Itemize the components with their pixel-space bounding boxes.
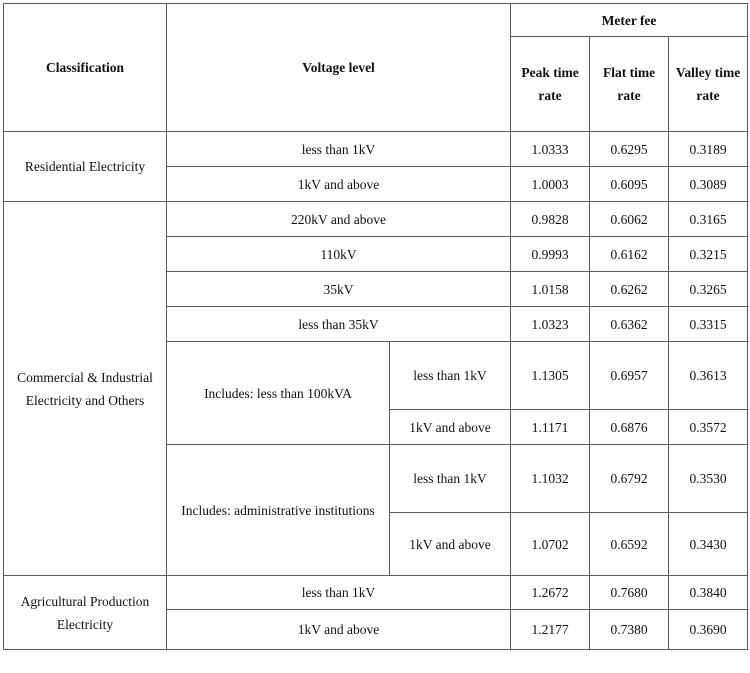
peak-rate-cell: 1.0702 <box>511 513 590 576</box>
flat-rate-cell: 0.6792 <box>590 445 669 513</box>
table-row <box>4 576 748 610</box>
valley-rate-cell: 0.3189 <box>669 132 748 167</box>
peak-rate-cell: 1.0333 <box>511 132 590 167</box>
voltage-cell: less than 35kV <box>167 307 511 342</box>
valley-rate-cell: 0.3690 <box>669 610 748 650</box>
flat-rate-cell: 0.6162 <box>590 237 669 272</box>
voltage-cell: less than 1kV <box>167 132 511 167</box>
subgroup-administrative-institutions: Includes: administrative institutions <box>167 445 390 576</box>
voltage-cell: 35kV <box>167 272 511 307</box>
peak-rate-cell: 1.1305 <box>511 342 590 410</box>
flat-rate-cell: 0.6295 <box>590 132 669 167</box>
header-valley-rate: Valley time rate <box>669 37 748 132</box>
peak-rate-cell: 1.0003 <box>511 167 590 202</box>
flat-rate-cell: 0.6957 <box>590 342 669 410</box>
flat-rate-cell: 0.6062 <box>590 202 669 237</box>
voltage-cell: less than 1kV <box>390 445 511 513</box>
electricity-tariff-table <box>3 3 748 650</box>
header-row-top <box>4 4 748 37</box>
header-meter-fee: Meter fee <box>511 4 748 37</box>
valley-rate-cell: 0.3613 <box>669 342 748 410</box>
header-peak-rate: Peak time rate <box>511 37 590 132</box>
valley-rate-cell: 0.3215 <box>669 237 748 272</box>
peak-rate-cell: 1.1171 <box>511 410 590 445</box>
flat-rate-cell: 0.6262 <box>590 272 669 307</box>
voltage-cell: less than 1kV <box>390 342 511 410</box>
peak-rate-cell: 1.0323 <box>511 307 590 342</box>
valley-rate-cell: 0.3165 <box>669 202 748 237</box>
header-voltage-level: Voltage level <box>167 4 511 132</box>
flat-rate-cell: 0.7680 <box>590 576 669 610</box>
valley-rate-cell: 0.3089 <box>669 167 748 202</box>
peak-rate-cell: 1.2177 <box>511 610 590 650</box>
flat-rate-cell: 0.6592 <box>590 513 669 576</box>
valley-rate-cell: 0.3265 <box>669 272 748 307</box>
valley-rate-cell: 0.3315 <box>669 307 748 342</box>
category-residential: Residential Electricity <box>4 132 167 202</box>
category-commercial-industrial: Commercial & Industrial Electricity and Others <box>4 202 167 576</box>
voltage-cell: 1kV and above <box>390 410 511 445</box>
table-row <box>4 132 748 167</box>
peak-rate-cell: 1.2672 <box>511 576 590 610</box>
voltage-cell: 1kV and above <box>390 513 511 576</box>
peak-rate-cell: 1.0158 <box>511 272 590 307</box>
voltage-cell: 1kV and above <box>167 167 511 202</box>
voltage-cell: 110kV <box>167 237 511 272</box>
voltage-cell: 1kV and above <box>167 610 511 650</box>
valley-rate-cell: 0.3430 <box>669 513 748 576</box>
header-classification: Classification <box>4 4 167 132</box>
voltage-cell: less than 1kV <box>167 576 511 610</box>
valley-rate-cell: 0.3572 <box>669 410 748 445</box>
valley-rate-cell: 0.3530 <box>669 445 748 513</box>
voltage-cell: 220kV and above <box>167 202 511 237</box>
flat-rate-cell: 0.7380 <box>590 610 669 650</box>
peak-rate-cell: 0.9828 <box>511 202 590 237</box>
header-flat-rate: Flat time rate <box>590 37 669 132</box>
peak-rate-cell: 1.1032 <box>511 445 590 513</box>
valley-rate-cell: 0.3840 <box>669 576 748 610</box>
peak-rate-cell: 0.9993 <box>511 237 590 272</box>
subgroup-less-than-100kva: Includes: less than 100kVA <box>167 342 390 445</box>
flat-rate-cell: 0.6362 <box>590 307 669 342</box>
table-row <box>4 202 748 237</box>
flat-rate-cell: 0.6876 <box>590 410 669 445</box>
category-agricultural: Agricultural Production Electricity <box>4 576 167 650</box>
flat-rate-cell: 0.6095 <box>590 167 669 202</box>
